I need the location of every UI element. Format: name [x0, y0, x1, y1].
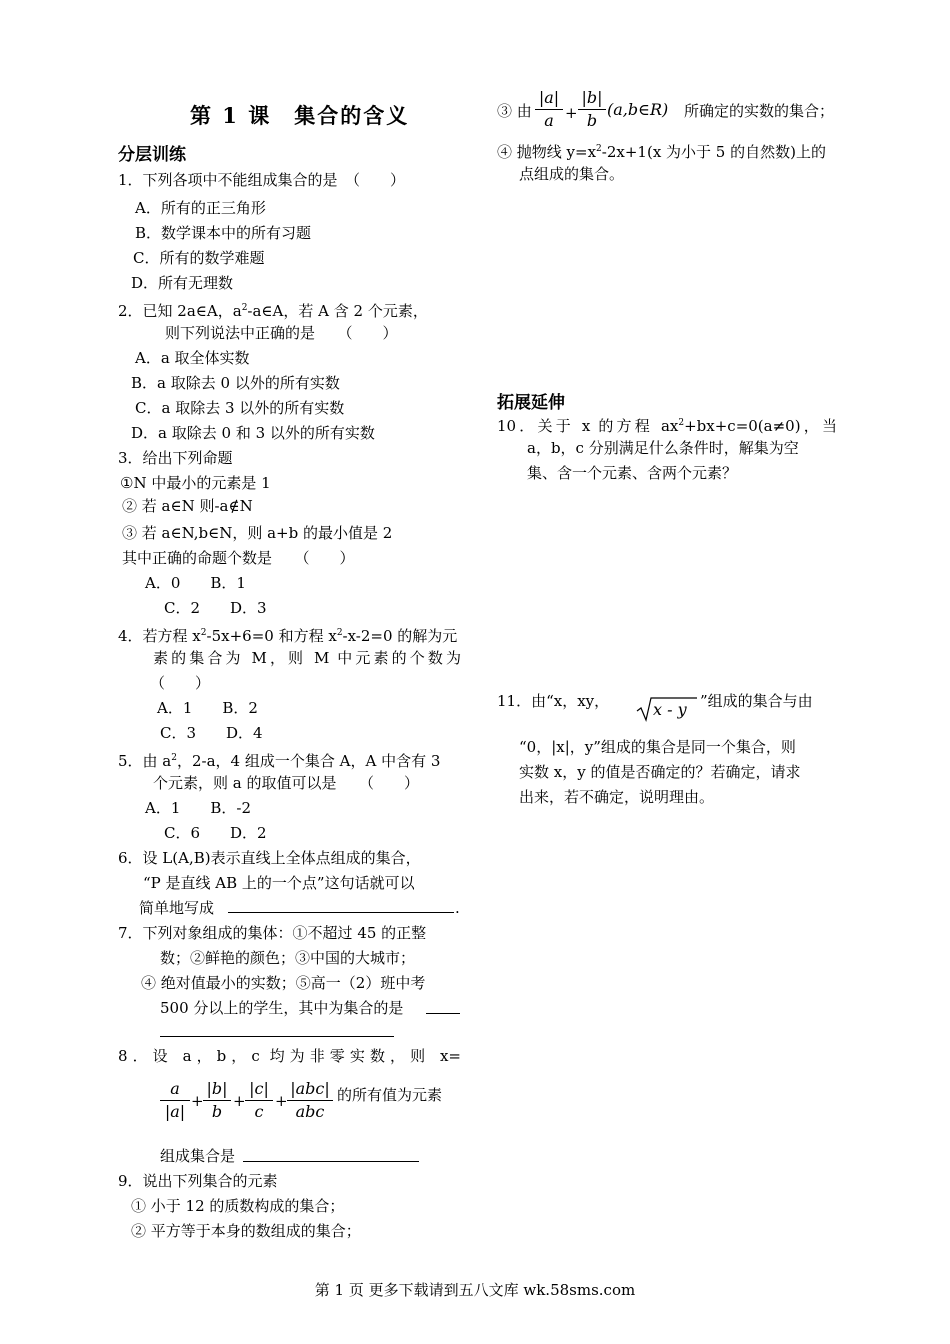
q8-line1: 8．设 a，b，c 均为非零实数，则 x=: [118, 1047, 461, 1065]
q11-line2: “0，|x|，y”组成的集合是同一个集合，则: [519, 738, 796, 756]
q9-item-4-line1: ④ 抛物线 $y=x^2-2x+1(x$ 为小于 5 的自然数)上的: [497, 143, 826, 161]
q8-f2-numerator: |b|: [206, 1079, 228, 1098]
section-heading-extension: 拓展延伸: [497, 393, 565, 413]
q8-f1-numerator: a: [170, 1079, 180, 1098]
q4-options-ab: A．1 B．2: [157, 699, 258, 717]
q6-line2: “P 是直线 AB 上的一个点”这句话就可以: [143, 874, 415, 892]
q8-line3: 组成集合是: [160, 1147, 236, 1165]
q8-plus-1: +: [191, 1092, 204, 1110]
q8-f4-denominator: abc: [295, 1102, 325, 1121]
q8-tail: 的所有值为元素: [337, 1086, 443, 1104]
q7-line1: 7．下列对象组成的集体：①不超过 45 的正整: [118, 924, 427, 942]
q7-answer-blank-b[interactable]: [160, 1036, 394, 1037]
q9-item-3-condition: (a,b∈R): [607, 100, 669, 119]
q9-f1-denominator: a: [544, 111, 554, 130]
q9-f2-denominator: b: [586, 111, 598, 130]
q3-question: 其中正确的命题个数是 （ ）: [122, 549, 355, 567]
q9-item-3-fraction-1: [535, 89, 563, 130]
q6-line1: 6．设 L(A,B)表示直线上全体点组成的集合，: [118, 849, 421, 867]
q2-option-c: C．a 取除去 3 以外的所有实数: [135, 399, 345, 417]
q1-option-a: A．所有的正三角形: [135, 199, 266, 217]
q3-options-ab: A．0 B．1: [145, 574, 246, 592]
q5-line1: 5．由 $a^2$，2-a，4 组成一个集合 A，A 中含有 3: [118, 752, 441, 770]
q6-line3: 简单地写成: [139, 899, 215, 917]
q5-options-ab: A．1 B．-2: [145, 799, 252, 817]
q9-item-3-fraction-2: [578, 89, 606, 130]
q8-fraction-1: [160, 1080, 190, 1121]
q9-item-3-plus: +: [565, 104, 578, 122]
q6-answer-blank[interactable]: [228, 912, 454, 913]
q8-f1-denominator: |a|: [164, 1102, 186, 1121]
q7-line2: 数；②鲜艳的颜色；③中国的大城市；: [160, 949, 416, 967]
q2-option-a: A．a 取全体实数: [135, 349, 250, 367]
q9-stem: 9．说出下列集合的元素: [118, 1172, 278, 1190]
q5-line2: 个元素，则 a 的取值可以是 （ ）: [153, 774, 419, 792]
q3-stem: 3．给出下列命题: [118, 449, 233, 467]
q5-options-cd: C．6 D．2: [164, 824, 267, 842]
q9-item-3-suffix: 所确定的实数的集合；: [684, 102, 835, 120]
q8-f3-numerator: |c|: [249, 1079, 269, 1098]
q11-line1-a: 11．由“x，xy，: [497, 692, 610, 710]
q3-proposition-2: ② 若 a∈N 则-a∉N: [122, 497, 253, 515]
q9-item-1: ① 小于 12 的质数构成的集合；: [131, 1197, 345, 1215]
q10-line1: 10．关于 x 的方程 $ax^2+bx+c=0(a\ne 0)$，当: [497, 417, 837, 435]
q8-plus-3: +: [275, 1092, 288, 1110]
q6-period: .: [455, 899, 460, 917]
q1-stem: 1．下列各项中不能组成集合的是 （ ）: [118, 171, 406, 189]
q2-option-d: D．a 取除去 0 和 3 以外的所有实数: [131, 424, 375, 442]
q8-fraction-4: [287, 1080, 333, 1121]
page-title: 第 1 课 集合的含义: [190, 103, 410, 128]
q8-fraction-3: [245, 1080, 273, 1121]
q9-f2-numerator: |b|: [581, 88, 603, 107]
q11-line4: 出来，若不确定，说明理由。: [519, 788, 715, 806]
q10-line3: 集、含一个元素、含两个元素？: [527, 464, 738, 482]
q11-line1-b: ”组成的集合与由: [700, 692, 813, 710]
q11-line3: 实数 x，y 的值是否确定的？若确定，请求: [519, 763, 801, 781]
q3-options-cd: C．2 D．3: [164, 599, 267, 617]
q4-line3: （ ）: [150, 674, 211, 692]
q7-line3: ④ 绝对值最小的实数；⑤高一（2）班中考: [141, 974, 426, 992]
q1-option-c: C．所有的数学难题: [133, 249, 265, 267]
q9-item-4-line2: 点组成的集合。: [519, 165, 625, 183]
q9-f1-numerator: |a|: [538, 88, 560, 107]
q8-f2-denominator: b: [211, 1102, 223, 1121]
q8-answer-blank[interactable]: [243, 1161, 419, 1162]
page-footer: 第 1 页 更多下载请到五八文库 wk.58sms.com: [314, 1281, 636, 1299]
q1-option-b: B．数学课本中的所有习题: [135, 224, 312, 242]
q10-line2: a，b，c 分别满足什么条件时，解集为空: [527, 439, 799, 457]
q8-fraction-2: [203, 1080, 231, 1121]
q4-line2: 素的集合为 M，则 M 中元素的个数为: [153, 649, 461, 667]
q7-answer-blank-a[interactable]: [426, 1013, 460, 1014]
q2-stem-line1: 2．已知 2a∈A，$a^2-a\in A$，若 A 含 2 个元素，: [118, 302, 428, 320]
q2-option-b: B．a 取除去 0 以外的所有实数: [131, 374, 340, 392]
q1-option-d: D．所有无理数: [131, 274, 234, 292]
q2-stem-line2: 则下列说法中正确的是 （ ）: [165, 324, 398, 342]
q9-item-2: ② 平方等于本身的数组成的集合；: [131, 1222, 361, 1240]
q4-line1: 4．若方程 $x^2-5x+6=0$ 和方程 $x^2-x-2=0$ 的解为元: [118, 627, 458, 645]
section-heading-practice: 分层训练: [118, 145, 186, 165]
q8-plus-2: +: [233, 1092, 246, 1110]
q3-proposition-3: ③ 若 a∈N,b∈N，则 a+b 的最小值是 2: [122, 524, 393, 542]
q4-options-cd: C．3 D．4: [160, 724, 263, 742]
q8-f3-denominator: c: [254, 1102, 264, 1121]
q7-line4: 500 分以上的学生，其中为集合的是: [160, 999, 404, 1017]
q8-f4-numerator: |abc|: [290, 1079, 330, 1098]
q3-proposition-1: ①N 中最小的元素是 1: [120, 474, 271, 492]
q11-sqrt-radicand: x - y: [653, 700, 687, 719]
q9-item-3-prefix: ③ 由: [497, 102, 532, 120]
